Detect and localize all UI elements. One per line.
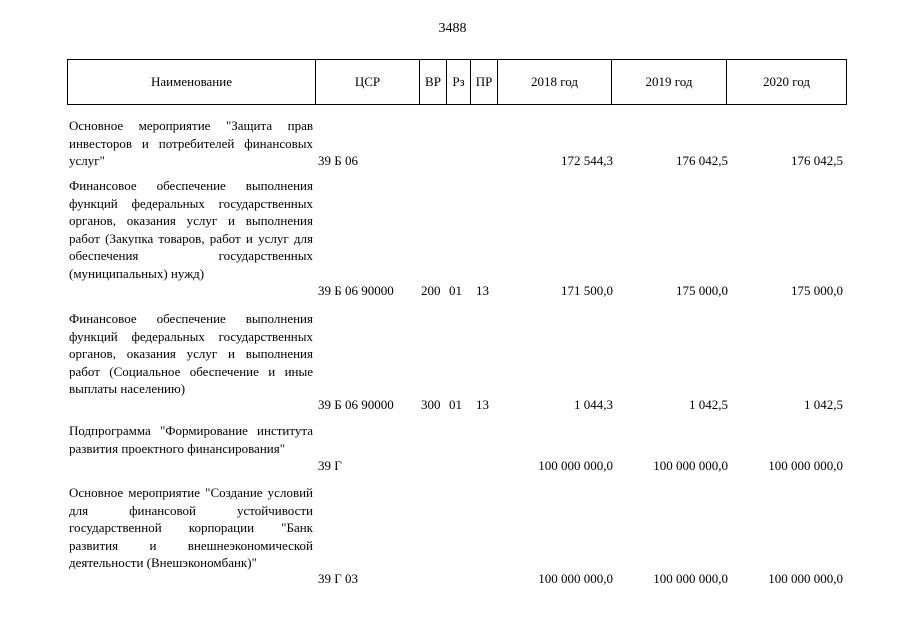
table-row <box>0 310 905 414</box>
header-vr: ВР <box>420 60 447 105</box>
row-name: Подпрограмма "Формирование института развития проектного финансирования" <box>69 423 313 456</box>
header-pr: ПР <box>471 60 498 105</box>
row-2018: 172 544,3 <box>561 153 613 169</box>
row-2019: 176 042,5 <box>676 153 728 169</box>
row-pr: 13 <box>476 283 489 299</box>
row-vr: 300 <box>421 397 441 413</box>
row-vr: 200 <box>421 283 441 299</box>
row-pr: 13 <box>476 397 489 413</box>
row-2019: 1 042,5 <box>689 397 728 413</box>
row-name: Основное мероприятие "Создание условий для финансовой устойчивости государственной корпорации "Банк развития и внешнеэкономической деятельности (Внешэкономбанк)" <box>69 485 313 571</box>
table-header <box>67 59 847 105</box>
table-row <box>0 117 905 170</box>
row-2018: 171 500,0 <box>561 283 613 299</box>
row-2019: 100 000 000,0 <box>653 571 728 587</box>
row-2020: 176 042,5 <box>791 153 843 169</box>
row-csr: 39 Г 03 <box>318 571 359 587</box>
row-2019: 100 000 000,0 <box>653 458 728 474</box>
table-row <box>0 484 905 588</box>
row-2018: 100 000 000,0 <box>538 458 613 474</box>
header-2018: 2018 год <box>498 60 612 105</box>
row-csr: 39 Б 06 90000 <box>318 283 394 299</box>
row-rz: 01 <box>449 397 462 413</box>
row-2020: 1 042,5 <box>804 397 843 413</box>
row-2018: 1 044,3 <box>574 397 613 413</box>
row-rz: 01 <box>449 283 462 299</box>
row-name: Основное мероприятие "Защита прав инвесторов и потребителей финансовых услуг" <box>69 118 313 169</box>
row-csr: 39 Б 06 <box>318 153 358 169</box>
row-csr: 39 Г <box>318 458 342 474</box>
header-2019: 2019 год <box>612 60 727 105</box>
header-name: Наименование <box>68 60 316 105</box>
row-2019: 175 000,0 <box>676 283 728 299</box>
table-row <box>0 177 905 300</box>
header-2020: 2020 год <box>727 60 847 105</box>
row-name: Финансовое обеспечение выполнения функций федеральных государственных органов, оказания услуг и выполнения работ (Закупка товаров, работ и услуг для обеспечения государственных (муниципальных) нужд) <box>69 178 313 281</box>
table-row <box>0 422 905 475</box>
row-2018: 100 000 000,0 <box>538 571 613 587</box>
row-csr: 39 Б 06 90000 <box>318 397 394 413</box>
row-2020: 100 000 000,0 <box>768 571 843 587</box>
row-name: Финансовое обеспечение выполнения функций федеральных государственных органов, оказания услуг и выполнения работ (Социальное обеспечение и иные выплаты населению) <box>69 311 313 397</box>
header-rz: Рз <box>447 60 471 105</box>
row-2020: 100 000 000,0 <box>768 458 843 474</box>
header-csr: ЦСР <box>316 60 420 105</box>
page-number: 3488 <box>438 21 467 36</box>
row-2020: 175 000,0 <box>791 283 843 299</box>
